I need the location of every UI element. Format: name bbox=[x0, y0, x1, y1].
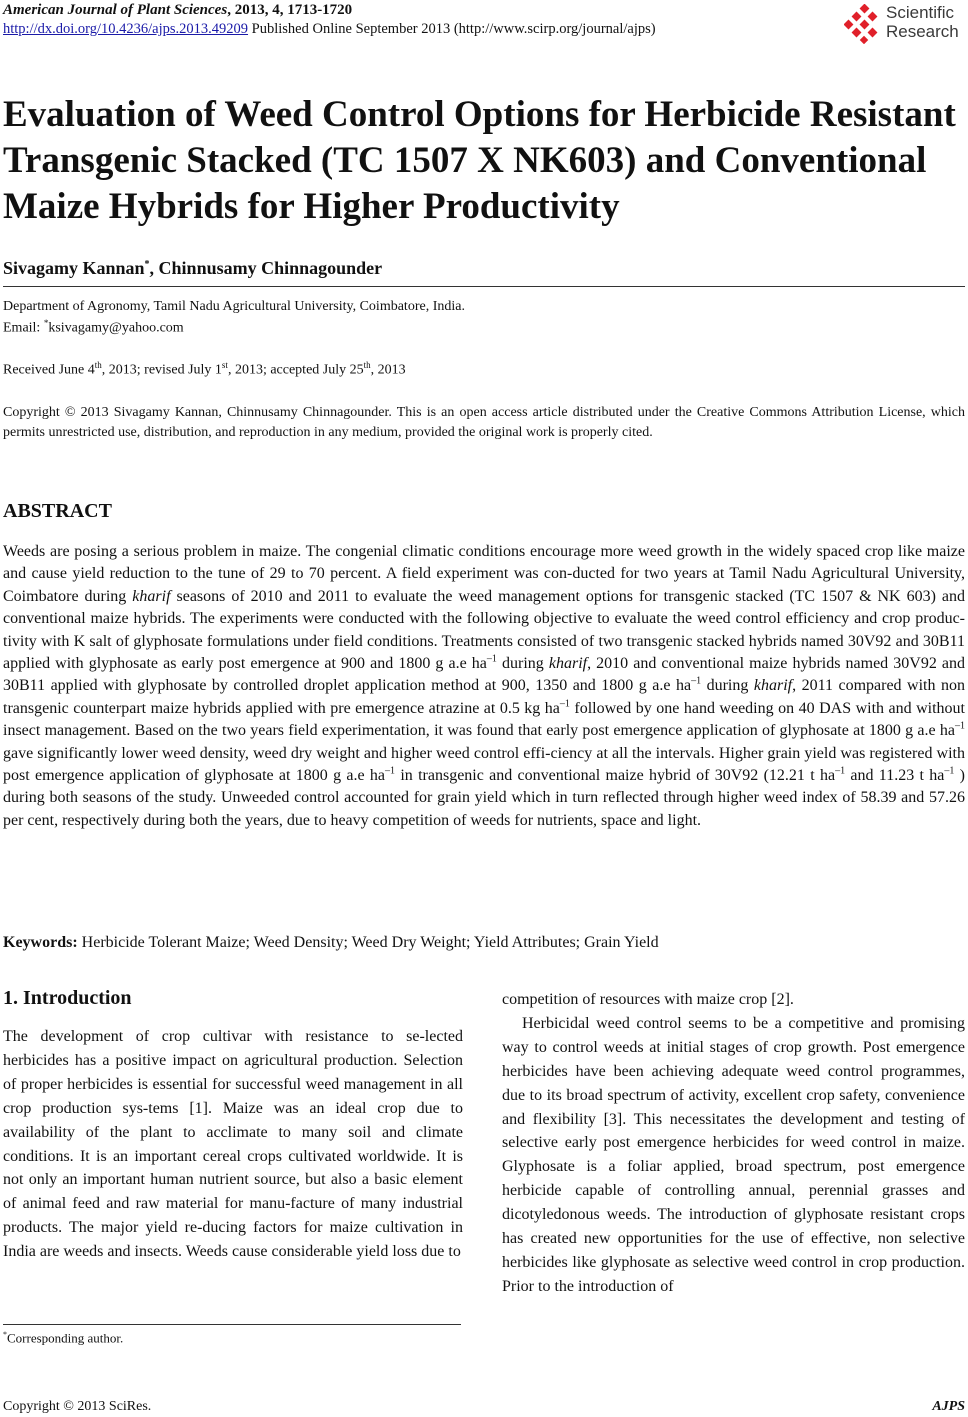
license-notice: Copyright © 2013 Sivagamy Kannan, Chinnusamy Chinnagounder. This is an open access article distributed under the Creative Commons Attribution License, which permits unrestricted use, distribution, and reproduction in any medium, provided the original work is properly cited. bbox=[3, 405, 965, 440]
email-label: Email: bbox=[3, 320, 44, 336]
email-mark: * bbox=[43, 318, 49, 328]
journal-name: American Journal of Plant Sciences bbox=[3, 2, 228, 18]
affiliation: Department of Agronomy, Tamil Nadu Agricultural University, Coimbatore, India. bbox=[3, 299, 465, 314]
diamond-logo-icon bbox=[844, 4, 884, 44]
keywords-list: Herbicide Tolerant Maize; Weed Density; Weed Dry Weight; Yield Attributes; Grain Yield bbox=[77, 934, 659, 951]
received-sup: th bbox=[94, 360, 102, 370]
revised-date: , 2013; revised July 1 bbox=[101, 362, 222, 378]
author-1: Sivagamy Kannan bbox=[3, 258, 145, 278]
logo-text-scientific: Scientific bbox=[886, 3, 955, 22]
email-line bbox=[3, 318, 184, 337]
published-info: Published Online September 2013 (http://www.scirp.org/journal/ajps) bbox=[248, 21, 656, 37]
accepted-date: , 2013; accepted July 25 bbox=[227, 362, 364, 378]
journal-citation bbox=[3, 2, 352, 19]
intro-right-column bbox=[502, 988, 965, 1299]
journal-meta: , 2013, 4, 1713-1720 bbox=[227, 2, 353, 18]
doi-line bbox=[3, 21, 656, 38]
footnote-mark: * bbox=[3, 1330, 7, 1339]
author-list bbox=[3, 258, 382, 279]
keywords-label: Keywords: bbox=[3, 934, 78, 951]
revised-sup: st bbox=[221, 360, 228, 370]
footnote bbox=[3, 1330, 123, 1346]
intro-paragraph-continued: competition of resources with maize crop [2]. bbox=[502, 991, 794, 1008]
author-2: , Chinnusamy Chinnagounder bbox=[149, 258, 383, 278]
page-footer-journal: AJPS bbox=[932, 1399, 965, 1414]
intro-paragraph-2: Herbicidal weed control seems to be a competitive and promising way to control weeds at initial stages of crop growth. Post emergence herbicides have been achieving adequate weed control programmes, due to its broad spectrum of activity, excellent crop safety, convenience and flexibility [3]. This necessitates the development and testing of selective early post emergence herbicides for weed control in maize. Glyphosate is a foliar applied, broad spectrum, post emergence herbicide capable of controlling annual, perennial grasses and dicotyledonous weeds. The introduction of glyphosate resistant crops has created new opportunities for the use of effective, non selective herbicides like glyphosate as selective weed control in crop production. Prior to the introduction of bbox=[502, 1014, 965, 1295]
paper-title: Evaluation of Weed Control Options for Herbicide Resistant Transgenic Stacked (TC 1507 X NK603) and Conventional Maize Hybrids for Higher Productivity bbox=[3, 94, 956, 227]
intro-paragraph-1: The development of crop cultivar with resistance to se-lected herbicides has a positive impact on agricultural production. Selection of proper herbicides is essential for successful weed management in all crop production sys-tems [1]. Maize was an ideal crop due to availability of the plant to acclimate to many soil and climate conditions. It is an important cereal crops cultivated worldwide. It is not only an important human nutrient source, but also a basic element of animal feed and raw material for manu-facture of many industrial products. The major yield re-ducing factors for maize cultivation in India are weeds and insects. Weeds cause considerable yield loss due to bbox=[3, 1028, 463, 1261]
keywords bbox=[3, 934, 659, 952]
submission-dates bbox=[3, 360, 406, 379]
scientific-research-logo bbox=[844, 0, 964, 46]
author-divider bbox=[3, 286, 965, 287]
abstract-heading: ABSTRACT bbox=[3, 500, 112, 522]
intro-heading: 1. Introduction bbox=[3, 987, 132, 1009]
corresponding-mark: * bbox=[144, 259, 150, 270]
email-address: ksivagamy@yahoo.com bbox=[48, 320, 184, 336]
accepted-sup: th bbox=[363, 360, 371, 370]
page-footer-copyright: Copyright © 2013 SciRes. bbox=[3, 1399, 152, 1414]
footnote-divider bbox=[3, 1324, 461, 1325]
intro-left-column bbox=[3, 1025, 463, 1264]
logo-text-research: Research bbox=[886, 22, 959, 41]
dates-suffix: , 2013 bbox=[370, 362, 406, 378]
doi-link[interactable]: http://dx.doi.org/10.4236/ajps.2013.49209 bbox=[3, 21, 249, 37]
received-date: Received June 4 bbox=[3, 362, 95, 378]
abstract-text: Weeds are posing a serious problem in maize. The congenial climatic conditions encourage more weed growth in the widely spaced crop like maize and cause yield reduction to the tune of 29 to 70 percent. A field experiment was con-ducted for two years at Tamil Nadu Agricultural University, Coimbatore during kharif seasons of 2010 and 2011 to evaluate the weed management options for transgenic stacked (TC 1507 & NK 603) and conventional maize hybrids. The experiments were conducted with the following objective to evaluate the weed control efficiency and crop produc-tivity with K salt of glyphosate formulations under field conditions. Treatments consisted of two transgenic stacked hybrids named 30V92 and 30B11 applied with glyphosate as early post emergence at 900 and 1800 g a.e $ha^{-1}$ during kharif, 2010 and conventional maize hybrids named 30V92 and 30B11 applied with glyphosate by controlled droplet application method at 900, 1350 and 1800 g a.e $ha^{-1}$ during kharif, 2011 compared with non transgenic counterpart maize hybrids applied with pre emergence atrazine at 0.5 kg $ha^{-1}$ followed by one hand weeding on 40 DAS with and without insect management. Based on the two years field experimentation, it was found that early post emergence application of glyphosate at 1800 g a.e $ha^{-1}$ gave significantly lower weed density, weed dry weight and higher weed control effi-ciency at all the intervals. Higher grain yield was registered with post emergence application of glyphosate at 1800 g a.e $ha^{-1}$ in transgenic and conventional maize hybrid of 30V92 (12.21 t $ha^{-1}$ and 11.23 t $ha^{-1}$ ) during both seasons of the study. Unweeded control accounted for grain yield which in turn reflected through higher weed index of 58.39 and 57.26 per cent, respectively during both the years, due to heavy competition of weeds for nutrients, space and light. bbox=[3, 543, 966, 829]
footnote-text: Corresponding author. bbox=[7, 1330, 124, 1346]
